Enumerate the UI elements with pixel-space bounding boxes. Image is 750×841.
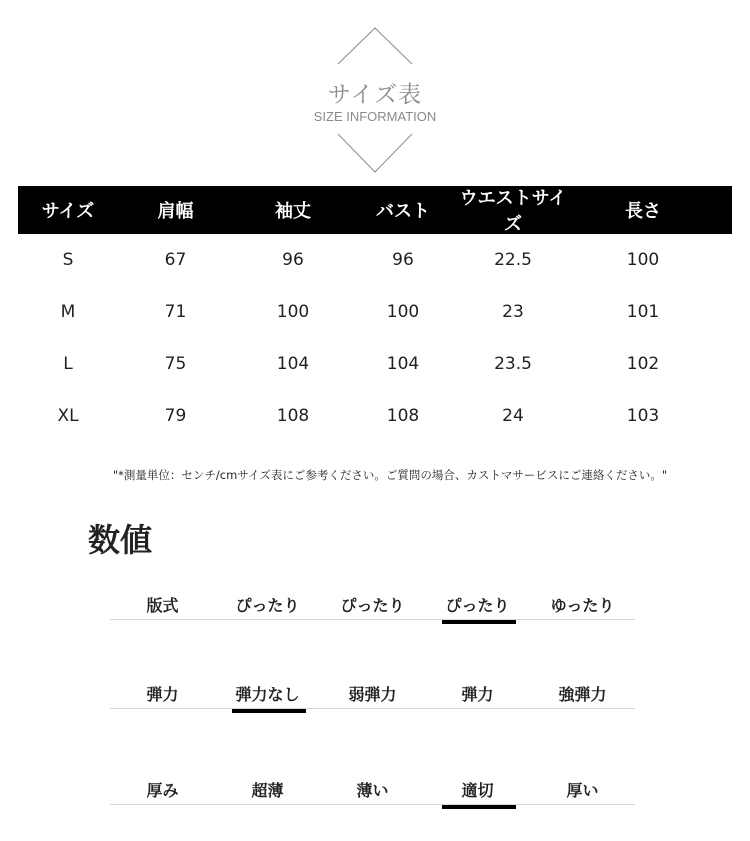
size-table — [18, 186, 732, 442]
table-cell: 104 — [276, 354, 310, 374]
param-option: 強弾力 — [558, 684, 607, 704]
param-group-elasticity — [110, 678, 635, 709]
param-option: 厚い — [566, 780, 599, 800]
param-option: 適切 — [425, 778, 530, 801]
selection-bar — [442, 805, 516, 809]
table-row — [18, 338, 732, 390]
table-cell: 102 — [626, 354, 660, 374]
table-cell: L — [63, 354, 73, 374]
param-group-thickness — [110, 774, 635, 805]
chevron-up-decoration-icon — [330, 24, 420, 74]
param-option: 弱弾力 — [348, 684, 397, 704]
table-row — [18, 390, 732, 442]
param-label: 弾力 — [146, 684, 179, 704]
divider — [110, 619, 635, 620]
table-cell: 101 — [626, 302, 660, 322]
chevron-down-decoration-icon — [330, 128, 420, 178]
param-label: 厚み — [146, 780, 179, 800]
table-cell: XL — [57, 406, 79, 426]
page-title: サイズ表 — [327, 82, 423, 108]
table-cell: 22.5 — [494, 250, 532, 270]
table-header — [18, 186, 732, 234]
params-title: 数値 — [88, 521, 153, 559]
param-label: 版式 — [146, 595, 179, 615]
table-cell: S — [62, 250, 74, 270]
table-cell: 24 — [502, 406, 524, 426]
param-option: 薄い — [356, 780, 389, 800]
table-cell: 103 — [626, 406, 660, 426]
column-header-size: サイズ — [41, 201, 95, 222]
selection-bar — [442, 620, 516, 624]
param-option: 弾力 — [461, 684, 494, 704]
param-group-fit — [110, 589, 635, 620]
table-cell: 23.5 — [494, 354, 532, 374]
table-cell: 108 — [386, 406, 420, 426]
table-cell: 71 — [164, 302, 187, 322]
column-header-length: 長さ — [625, 201, 661, 222]
column-header-sleeve: 袖丈 — [275, 201, 311, 222]
table-cell: 104 — [386, 354, 420, 374]
table-cell: 23 — [502, 302, 524, 322]
param-option: ぴったり — [425, 593, 530, 616]
column-header-waist: ウエストサイズ — [459, 188, 567, 235]
page-subtitle: SIZE INFORMATION — [313, 109, 437, 124]
table-row — [18, 234, 732, 286]
table-cell: 100 — [386, 302, 420, 322]
param-option: ぴったり — [340, 595, 405, 615]
column-header-bust: バスト — [376, 201, 430, 222]
table-cell: 75 — [164, 354, 187, 374]
table-cell: 96 — [392, 250, 414, 270]
divider — [110, 708, 635, 709]
param-option: 超薄 — [251, 780, 284, 800]
table-cell: 100 — [626, 250, 660, 270]
table-cell: M — [60, 302, 76, 322]
table-cell: 96 — [282, 250, 304, 270]
measurement-note: "*測量単位：センチ/cmサイズ表にご参考ください。ご質問の場合、カストマサービスにご連絡ください。" — [112, 468, 668, 482]
param-option: ぴったり — [235, 595, 300, 615]
param-option: 弾力なし — [215, 682, 320, 705]
param-option: ゆったり — [550, 595, 615, 615]
table-cell: 108 — [276, 406, 310, 426]
column-header-shoulder: 肩幅 — [157, 201, 194, 222]
table-cell: 100 — [276, 302, 310, 322]
table-cell: 67 — [164, 250, 187, 270]
table-row — [18, 286, 732, 338]
selection-bar — [232, 709, 306, 713]
table-cell: 79 — [164, 406, 187, 426]
divider — [110, 804, 635, 805]
